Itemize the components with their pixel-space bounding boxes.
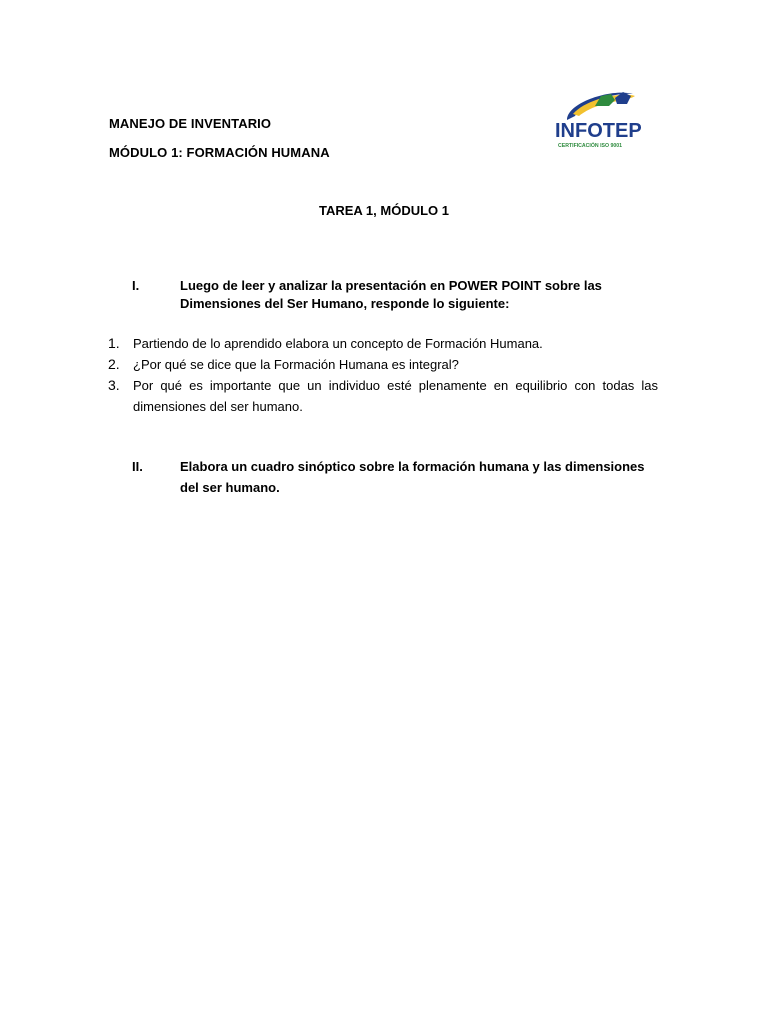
section-one-numeral: I. — [132, 278, 140, 293]
section-two — [132, 456, 662, 498]
question-list — [108, 333, 658, 417]
list-item — [108, 375, 658, 417]
section-two-numeral: II. — [132, 459, 143, 474]
logo-subtitle: CERTIFICACIÓN ISO 9001 — [558, 143, 622, 149]
question-number: 3. — [108, 377, 120, 393]
module-title: MÓDULO 1: FORMACIÓN HUMANA — [109, 145, 330, 160]
list-item — [108, 354, 658, 375]
section-one-text: Luego de leer y analizar la presentación en POWER POINT sobre las Dimensiones del Ser Humano, responde lo siguiente: — [180, 278, 602, 311]
section-one — [132, 277, 662, 313]
question-text: ¿Por qué se dice que la Formación Humana es integral? — [133, 357, 459, 372]
question-text: Por qué es importante que un individuo esté plenamente en equilibrio con todas las dimensiones del ser humano. — [133, 378, 658, 414]
logo-name: INFOTEP — [555, 120, 642, 142]
question-number: 2. — [108, 356, 120, 372]
infotep-logo — [553, 84, 653, 154]
course-title: MANEJO DE INVENTARIO — [109, 116, 272, 131]
infotep-logo-icon — [553, 84, 653, 154]
section-two-text: Elabora un cuadro sinóptico sobre la formación humana y las dimensiones del ser humano. — [180, 459, 645, 495]
question-number: 1. — [108, 335, 120, 351]
task-title: TAREA 1, MÓDULO 1 — [318, 203, 449, 218]
list-item — [108, 333, 658, 354]
question-text: Partiendo de lo aprendido elabora un concepto de Formación Humana. — [133, 336, 543, 351]
